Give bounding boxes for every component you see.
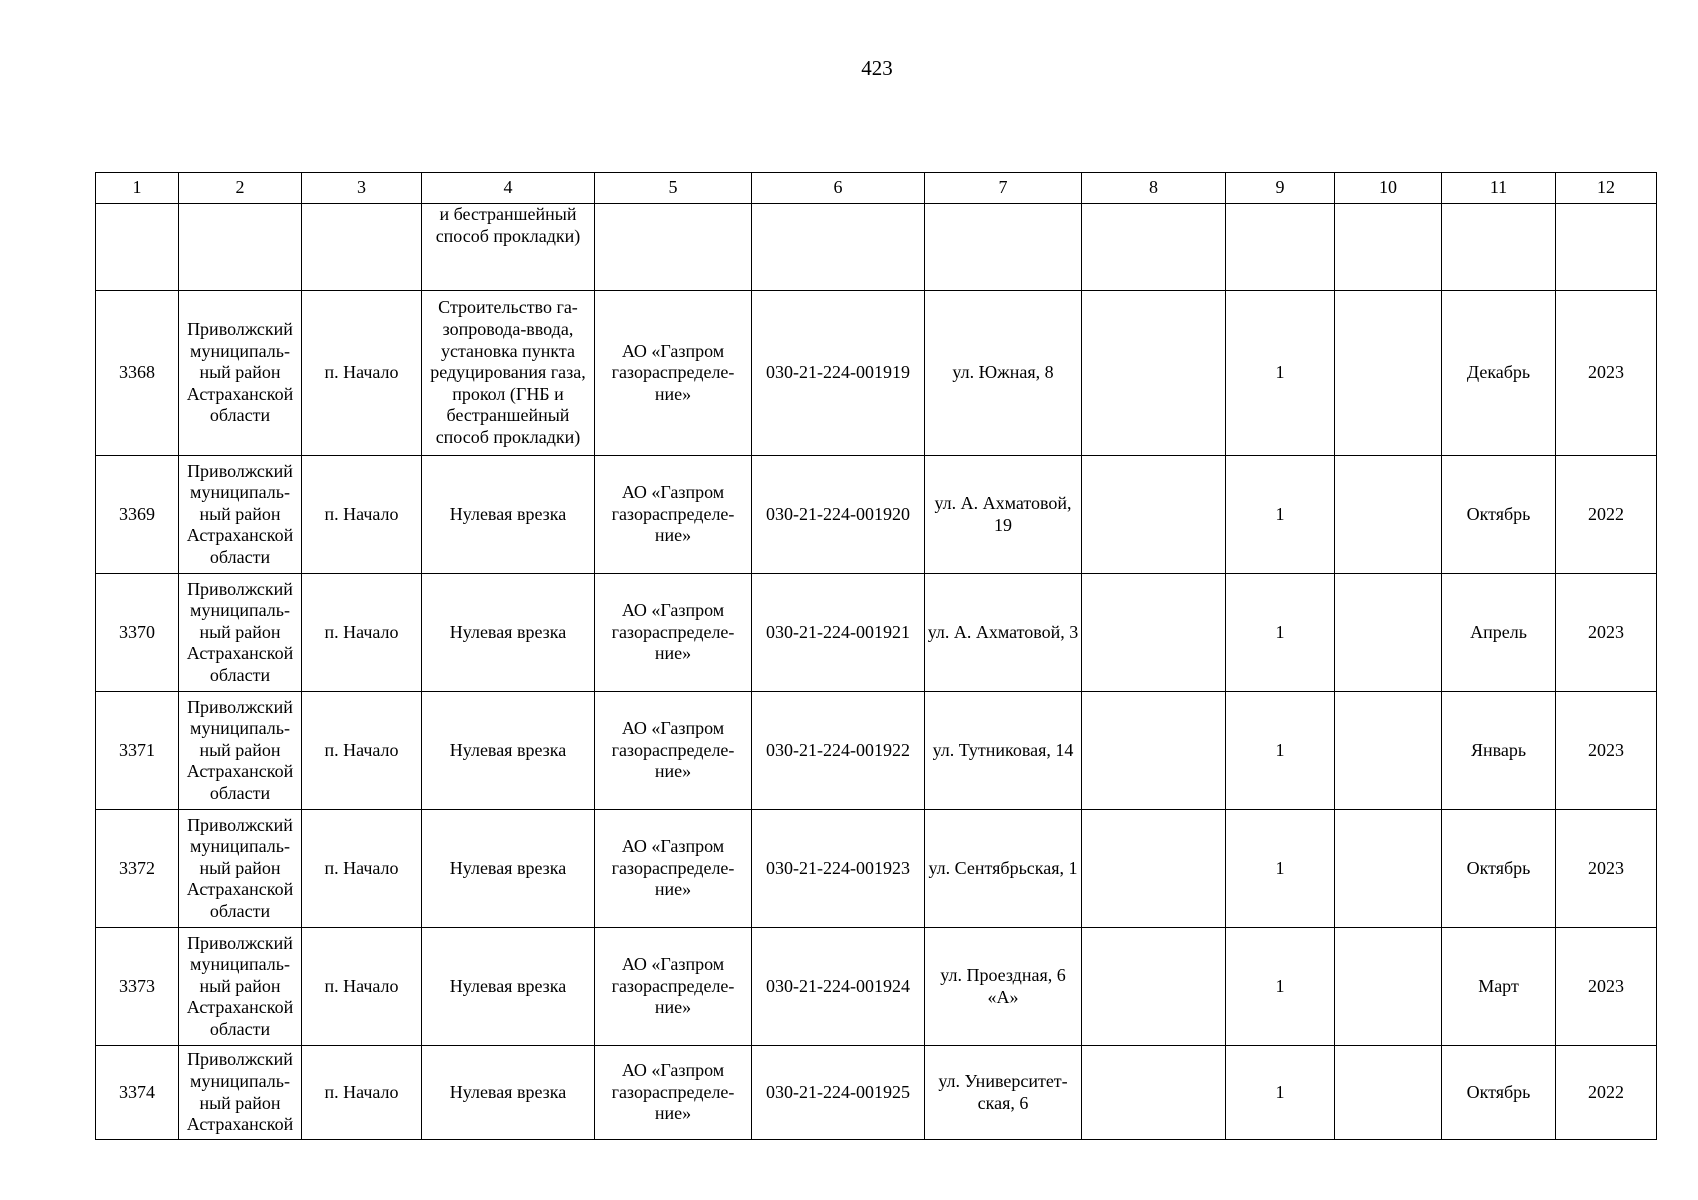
page-number: 423 — [861, 56, 893, 80]
month-cell: Декабрь — [1442, 291, 1556, 456]
column-number: 10 — [1335, 173, 1442, 204]
settlement-cell: п. Начало — [302, 291, 422, 456]
district-cell: Приволжский муниципаль- ный район Астраханской — [179, 1046, 302, 1140]
object-code-cell: 030-21-224-001920 — [752, 456, 925, 574]
work-type-cell: и бестраншейный способ прокладки) — [422, 204, 595, 291]
work-type-cell: Нулевая врезка — [422, 456, 595, 574]
work-type-cell: Нулевая врезка — [422, 692, 595, 810]
address-cell: ул. Тутниковая, 14 — [925, 692, 1082, 810]
cell — [1082, 810, 1226, 928]
cell — [1556, 204, 1657, 291]
cell — [752, 204, 925, 291]
column-number: 4 — [422, 173, 595, 204]
settlement-cell: п. Начало — [302, 456, 422, 574]
district-cell: Приволжский муниципаль- ный район Астраханской области — [179, 928, 302, 1046]
object-code-cell: 030-21-224-001922 — [752, 692, 925, 810]
district-cell: Приволжский муниципаль- ный район Астраханской области — [179, 291, 302, 456]
column-number: 1 — [96, 173, 179, 204]
district-cell: Приволжский муниципаль- ный район Астраханской области — [179, 456, 302, 574]
quantity-cell: 1 — [1226, 291, 1335, 456]
cell — [1335, 456, 1442, 574]
district-cell: Приволжский муниципаль- ный район Астраханской области — [179, 574, 302, 692]
row-number-cell: 3373 — [96, 928, 179, 1046]
cell — [1226, 204, 1335, 291]
cell — [1335, 810, 1442, 928]
column-number: 8 — [1082, 173, 1226, 204]
row-number-cell: 3368 — [96, 291, 179, 456]
table-row — [96, 574, 1657, 692]
month-cell: Январь — [1442, 692, 1556, 810]
cell — [1442, 204, 1556, 291]
table-row — [96, 291, 1657, 456]
year-cell: 2022 — [1556, 1046, 1657, 1140]
cell — [595, 204, 752, 291]
column-number: 11 — [1442, 173, 1556, 204]
object-code-cell: 030-21-224-001919 — [752, 291, 925, 456]
address-cell: ул. А. Ахматовой, 3 — [925, 574, 1082, 692]
cell — [1335, 928, 1442, 1046]
settlement-cell: п. Начало — [302, 928, 422, 1046]
organization-cell: АО «Газпром газораспределе- ние» — [595, 1046, 752, 1140]
column-number: 12 — [1556, 173, 1657, 204]
cell — [1335, 204, 1442, 291]
cell — [1335, 291, 1442, 456]
cell — [302, 204, 422, 291]
column-number: 9 — [1226, 173, 1335, 204]
address-cell: ул. Южная, 8 — [925, 291, 1082, 456]
month-cell: Апрель — [1442, 574, 1556, 692]
cell — [1082, 204, 1226, 291]
object-code-cell: 030-21-224-001921 — [752, 574, 925, 692]
quantity-cell: 1 — [1226, 456, 1335, 574]
settlement-cell: п. Начало — [302, 810, 422, 928]
district-cell: Приволжский муниципаль- ный район Астраханской области — [179, 810, 302, 928]
address-cell: ул. Сентябрьская, 1 — [925, 810, 1082, 928]
cell — [1082, 692, 1226, 810]
settlement-cell: п. Начало — [302, 1046, 422, 1140]
cell — [1082, 291, 1226, 456]
row-number-cell: 3371 — [96, 692, 179, 810]
cell — [96, 204, 179, 291]
row-number-cell: 3374 — [96, 1046, 179, 1140]
month-cell: Октябрь — [1442, 1046, 1556, 1140]
cell — [925, 204, 1082, 291]
quantity-cell: 1 — [1226, 810, 1335, 928]
register-table — [95, 172, 1657, 1140]
row-number-cell: 3372 — [96, 810, 179, 928]
organization-cell: АО «Газпром газораспределе- ние» — [595, 291, 752, 456]
column-number-row — [96, 173, 1657, 204]
address-cell: ул. Проездная, 6 «А» — [925, 928, 1082, 1046]
work-type-cell: Нулевая врезка — [422, 574, 595, 692]
cell — [1082, 928, 1226, 1046]
year-cell: 2023 — [1556, 928, 1657, 1046]
organization-cell: АО «Газпром газораспределе- ние» — [595, 928, 752, 1046]
cell — [1335, 574, 1442, 692]
object-code-cell: 030-21-224-001924 — [752, 928, 925, 1046]
quantity-cell: 1 — [1226, 928, 1335, 1046]
table-row — [96, 810, 1657, 928]
column-number: 5 — [595, 173, 752, 204]
settlement-cell: п. Начало — [302, 574, 422, 692]
cell — [1082, 1046, 1226, 1140]
row-number-cell: 3369 — [96, 456, 179, 574]
column-number: 7 — [925, 173, 1082, 204]
year-cell: 2022 — [1556, 456, 1657, 574]
settlement-cell: п. Начало — [302, 692, 422, 810]
quantity-cell: 1 — [1226, 692, 1335, 810]
quantity-cell: 1 — [1226, 574, 1335, 692]
continuation-row — [96, 204, 1657, 291]
cell — [1082, 574, 1226, 692]
column-number: 3 — [302, 173, 422, 204]
work-type-cell: Строительство га- зопровода-ввода, установка пункта редуцирования газа, прокол (ГНБ и бестраншейный способ прокладки) — [422, 291, 595, 456]
quantity-cell: 1 — [1226, 1046, 1335, 1140]
year-cell: 2023 — [1556, 291, 1657, 456]
work-type-cell: Нулевая врезка — [422, 928, 595, 1046]
table-row — [96, 456, 1657, 574]
cell — [1335, 692, 1442, 810]
year-cell: 2023 — [1556, 574, 1657, 692]
year-cell: 2023 — [1556, 692, 1657, 810]
month-cell: Октябрь — [1442, 456, 1556, 574]
object-code-cell: 030-21-224-001925 — [752, 1046, 925, 1140]
table-row — [96, 928, 1657, 1046]
year-cell: 2023 — [1556, 810, 1657, 928]
row-number-cell: 3370 — [96, 574, 179, 692]
organization-cell: АО «Газпром газораспределе- ние» — [595, 574, 752, 692]
table-row — [96, 692, 1657, 810]
organization-cell: АО «Газпром газораспределе- ние» — [595, 456, 752, 574]
work-type-cell: Нулевая врезка — [422, 810, 595, 928]
organization-cell: АО «Газпром газораспределе- ние» — [595, 810, 752, 928]
table-row — [96, 1046, 1657, 1140]
address-cell: ул. А. Ахматовой, 19 — [925, 456, 1082, 574]
cell — [1335, 1046, 1442, 1140]
work-type-cell: Нулевая врезка — [422, 1046, 595, 1140]
month-cell: Октябрь — [1442, 810, 1556, 928]
month-cell: Март — [1442, 928, 1556, 1046]
cell — [179, 204, 302, 291]
column-number: 2 — [179, 173, 302, 204]
organization-cell: АО «Газпром газораспределе- ние» — [595, 692, 752, 810]
object-code-cell: 030-21-224-001923 — [752, 810, 925, 928]
column-number: 6 — [752, 173, 925, 204]
district-cell: Приволжский муниципаль- ный район Астраханской области — [179, 692, 302, 810]
cell — [1082, 456, 1226, 574]
address-cell: ул. Университет- ская, 6 — [925, 1046, 1082, 1140]
